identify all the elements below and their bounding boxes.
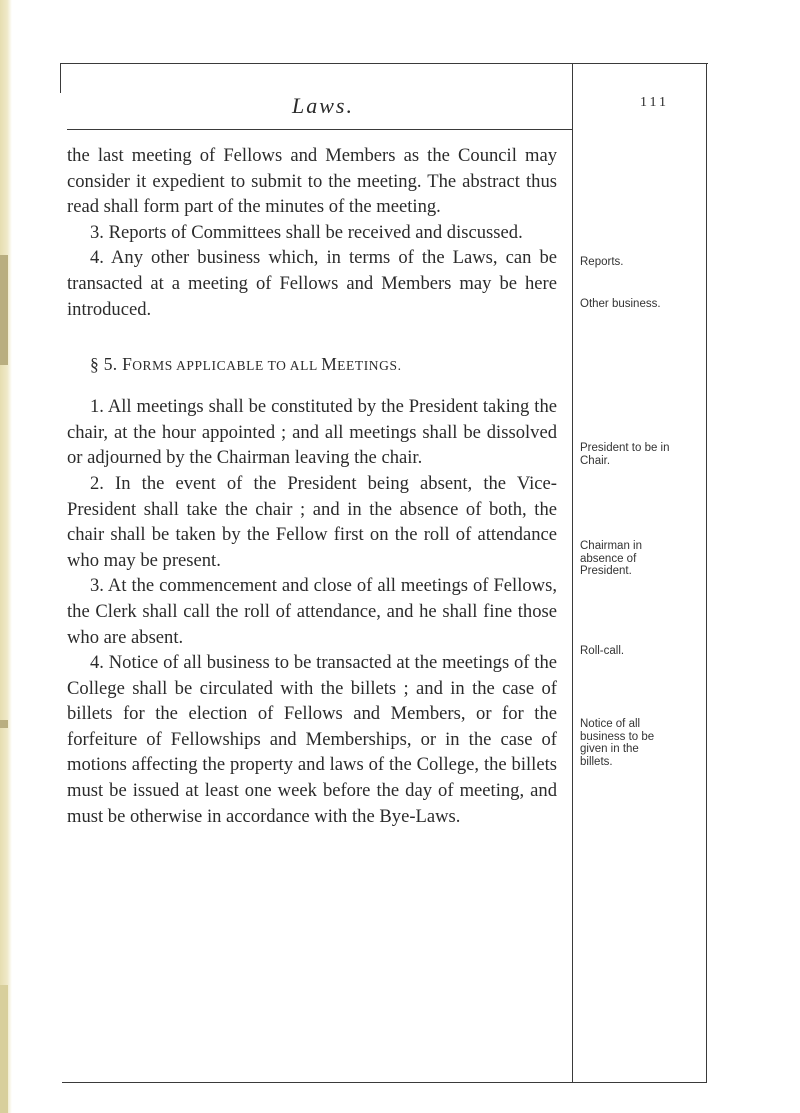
- scan-mark: [0, 720, 8, 728]
- scan-mark: [0, 985, 8, 1113]
- frame-top-rule: [60, 63, 708, 64]
- margin-note-chairman-absence: Chairman in absence of President.: [580, 540, 642, 577]
- rule-4-paragraph: 4. Notice of all business to be transacted at the meetings of the College shall be circulated with the billets ; and in the case of billets for the election of Fellows and Members, or for the forfeiture of Fellowships and Memberships, or in the case of motions affecting the property and laws of the College, the billets must be issued at least one week before the day of meeting, and must be otherwise in accordance with the Bye-Laws.: [67, 652, 557, 827]
- frame-right-rule: [706, 63, 707, 1083]
- margin-note-reports: Reports.: [580, 256, 624, 268]
- continuation-paragraph: the last meeting of Fellows and Members as the Council may consider it expedient to submit to the meeting. The abstract thus read shall form part of the minutes of the meeting.: [67, 145, 557, 218]
- scan-mark: [0, 255, 8, 365]
- item-4-paragraph: 4. Any other business which, in terms of the Laws, can be transacted at a meeting of Fellows and Members may be here introduced.: [67, 247, 557, 320]
- header-rule: [67, 129, 572, 130]
- margin-note-roll-call: Roll-call.: [580, 645, 625, 657]
- column-divider: [572, 63, 573, 1083]
- rule-1-paragraph: 1. All meetings shall be constituted by the President taking the chair, at the hour appointed ; and all meetings shall be dissolved or adjourned by the Chairman leaving the chair.: [67, 396, 557, 469]
- main-text-column: [67, 143, 557, 829]
- section-title-part: ORMS APPLICABLE TO ALL: [132, 358, 322, 374]
- margin-note-other-business: Other business.: [580, 298, 661, 310]
- section-heading: [67, 352, 557, 378]
- frame-bottom-rule: [62, 1082, 707, 1083]
- margin-note-president-chair: President to be in Chair.: [580, 442, 670, 467]
- rule-3-paragraph: 3. At the commencement and close of all meetings of Fellows, the Clerk shall call the roll of attendance, and he shall fine those who are absent.: [67, 575, 557, 648]
- running-title: Laws.: [292, 93, 354, 118]
- section-number: § 5.: [90, 354, 118, 375]
- section-title-part: EETINGS.: [337, 358, 402, 374]
- scan-edge: [0, 0, 12, 1113]
- page-number: 111: [640, 95, 669, 110]
- margin-note-notice-business: Notice of all business to be given in the billets.: [580, 718, 655, 768]
- section-title-initial: M: [321, 354, 338, 375]
- rule-2-paragraph: 2. In the event of the President being absent, the Vice-President shall take the chair ; and in the absence of both, the chair shall be taken by the Fellow first on the roll of attendance who may be present.: [67, 472, 557, 571]
- frame-top-tick: [60, 63, 61, 93]
- section-title-initial: F: [122, 354, 133, 375]
- item-3-paragraph: 3. Reports of Committees shall be received and discussed.: [90, 221, 523, 243]
